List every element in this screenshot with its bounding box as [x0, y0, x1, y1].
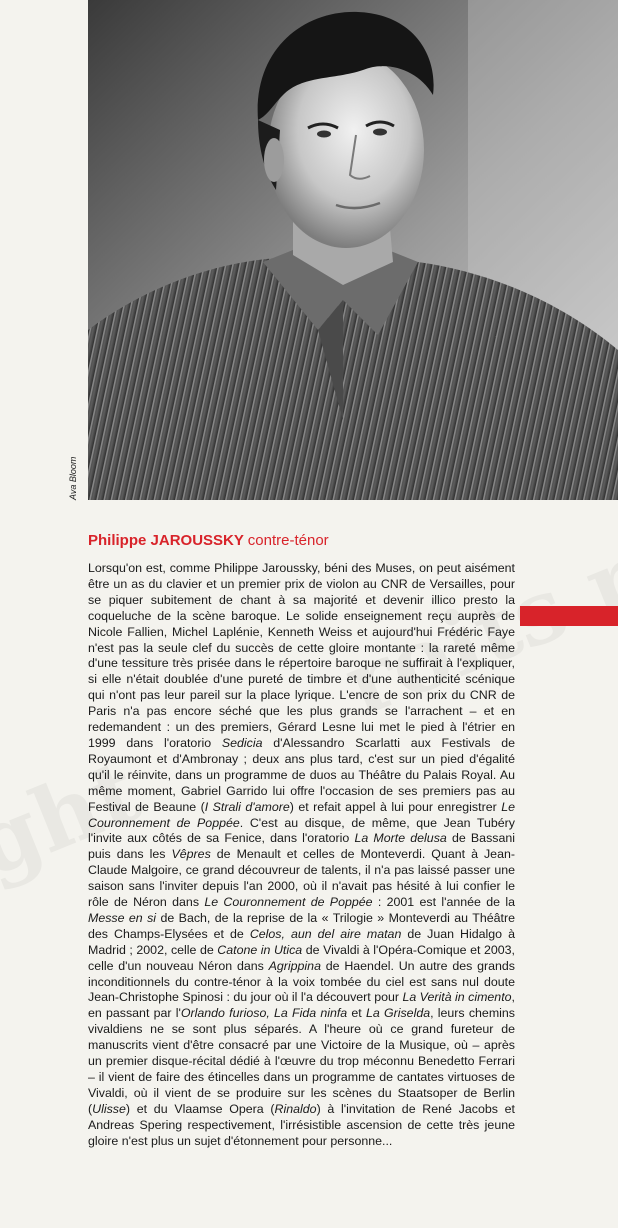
red-accent-bar: [520, 606, 618, 626]
bio-segment: d'Alessandro Scarlatti aux Festivals de Royaumont et d'Ambronay ; deux ans plus tard, c'est sur un pied d'égalité qu'il le réinvite, dans un programme de duos au Théâtre du Palais Royal. Au même moment, Gabriel Garrido lui offre l'occasion de ses premiers pas au Festival de Beaune (: [88, 735, 515, 814]
photo-credit: Ava Bloom: [68, 456, 78, 500]
portrait-photo: [88, 0, 618, 500]
work-title: Sedicia: [221, 735, 263, 750]
bio-segment: de Juan Hidalgo à Madrid ; 2002, celle de: [88, 926, 515, 957]
work-title: La Morte delusa: [354, 831, 447, 846]
bio-segment: ) et refait appel à lui pour enregistrer: [289, 799, 502, 814]
bio-segment: , en passant par l': [88, 990, 515, 1021]
bio-segment: Lorsqu'on est, comme Philippe Jaroussky, béni des Muses, on peut aisément être un as du clavier et un premier prix de violon au CNR de Versailles, pour se piquer subitement de chant à sa majorité et devenir illico presto la coqueluche de la scène baroque. Le solide enseignement reçu auprès de Nicole Fallien, Michel Laplénie, Kenneth Weiss et aujourd'hui Frédéric Faye n'est pas la seule clef du succès de cette gloire montante : la rareté même d'une tessiture très prisée dans le répertoire baroque ne suffirait à l'expliquer, si elle n'était doublée d'une pureté de timbre et d'une authenticité scénique qui n'ont pas leur pareil sur la place lyrique. L'encre de son prix du CNR de Paris n'a pas encore séché que les plus grands se l'arrachent – et en redemandent : un des premiers, Gérard Lesne lui met le pied à l'étrier en 1999 dans l'oratorio: [88, 561, 515, 750]
work-title: Celos, aun del aire matan: [249, 926, 402, 941]
work-title: Le Couronnement de Poppée: [204, 895, 373, 910]
work-title: Ulisse: [92, 1101, 126, 1116]
work-title: Agrippina: [268, 958, 321, 973]
artist-heading: [88, 531, 329, 551]
bio-segment: de Bassani puis dans les: [88, 831, 515, 862]
work-title: Le Couronnement de Poppée: [88, 799, 515, 830]
bio-segment: : 2001 est l'année de la: [372, 895, 515, 910]
bio-segment: de Vivaldi à l'Opéra-Comique et 2003, celle d'un nouveau Néron dans: [88, 942, 515, 973]
work-title: Messe en si: [88, 910, 157, 925]
bio-segment: de Haendel. Un autre des grands inconditionnels du contre-ténor à la voix tombée du ciel est sans nul doute Jean-Christophe Spinosi : du jour où il l'a découvert pour: [88, 958, 515, 1005]
work-title: Rinaldo: [274, 1101, 317, 1116]
bio-segment: de Menault et celles de Monteverdi. Quant à Jean-Claude Malgoire, ce grand découvreur de talents, il n'a pas laissé passer une saison sans l'inviter depuis l'an 2000, où il n'avait pas hésité à lui confier le rôle de Néron dans: [88, 847, 515, 910]
bio-segment: de Bach, de la reprise de la « Trilogie » Monteverdi au Théâtre des Champs-Elysées et de: [88, 910, 515, 941]
bio-segment: ) et du Vlaamse Opera (: [125, 1101, 275, 1116]
bio-segment: , leurs chemins vivaldiens ne se sont plus séparés. A l'heure où ce grand fureteur de manuscrits vient d'être consacré par une Victoire de la Musique, où – après un premier disque-récital dédié à l'œuvre du trop méconnu Benedetto Ferrari – il vient de faire des étincelles dans un programme de cantates virtuoses de Vivaldi, où il vient de se produire sur les scènes du Staatsoper de Berlin (: [88, 1006, 515, 1116]
artist-last-name: JAROUSSKY: [150, 532, 244, 549]
work-title: I Strali d'amore: [204, 799, 290, 814]
artist-role: contre-ténor: [247, 532, 329, 549]
artist-first-name: Philippe: [88, 532, 147, 549]
portrait-illustration: [88, 0, 618, 500]
work-title: Catone in Utica: [217, 942, 303, 957]
bio-segment: . C'est au disque, de même, que Jean Tubéry l'invite aux côtés de sa Fenice, dans l'oratorio: [88, 815, 515, 846]
work-title: La Verità in cimento: [402, 990, 512, 1005]
work-title: Vêpres: [171, 847, 211, 862]
bio-segment: et: [347, 1006, 366, 1021]
biography-text: [88, 561, 515, 1150]
bio-segment: ) à l'invitation de René Jacobs et Andreas Spering respectivement, l'irrésistible ascension de cette très jeune gloire n'est plus un sujet d'étonnement pour personne...: [88, 1101, 515, 1148]
work-title: Orlando furioso, La Fida ninfa: [180, 1006, 348, 1021]
work-title: La Griselda: [365, 1006, 431, 1021]
